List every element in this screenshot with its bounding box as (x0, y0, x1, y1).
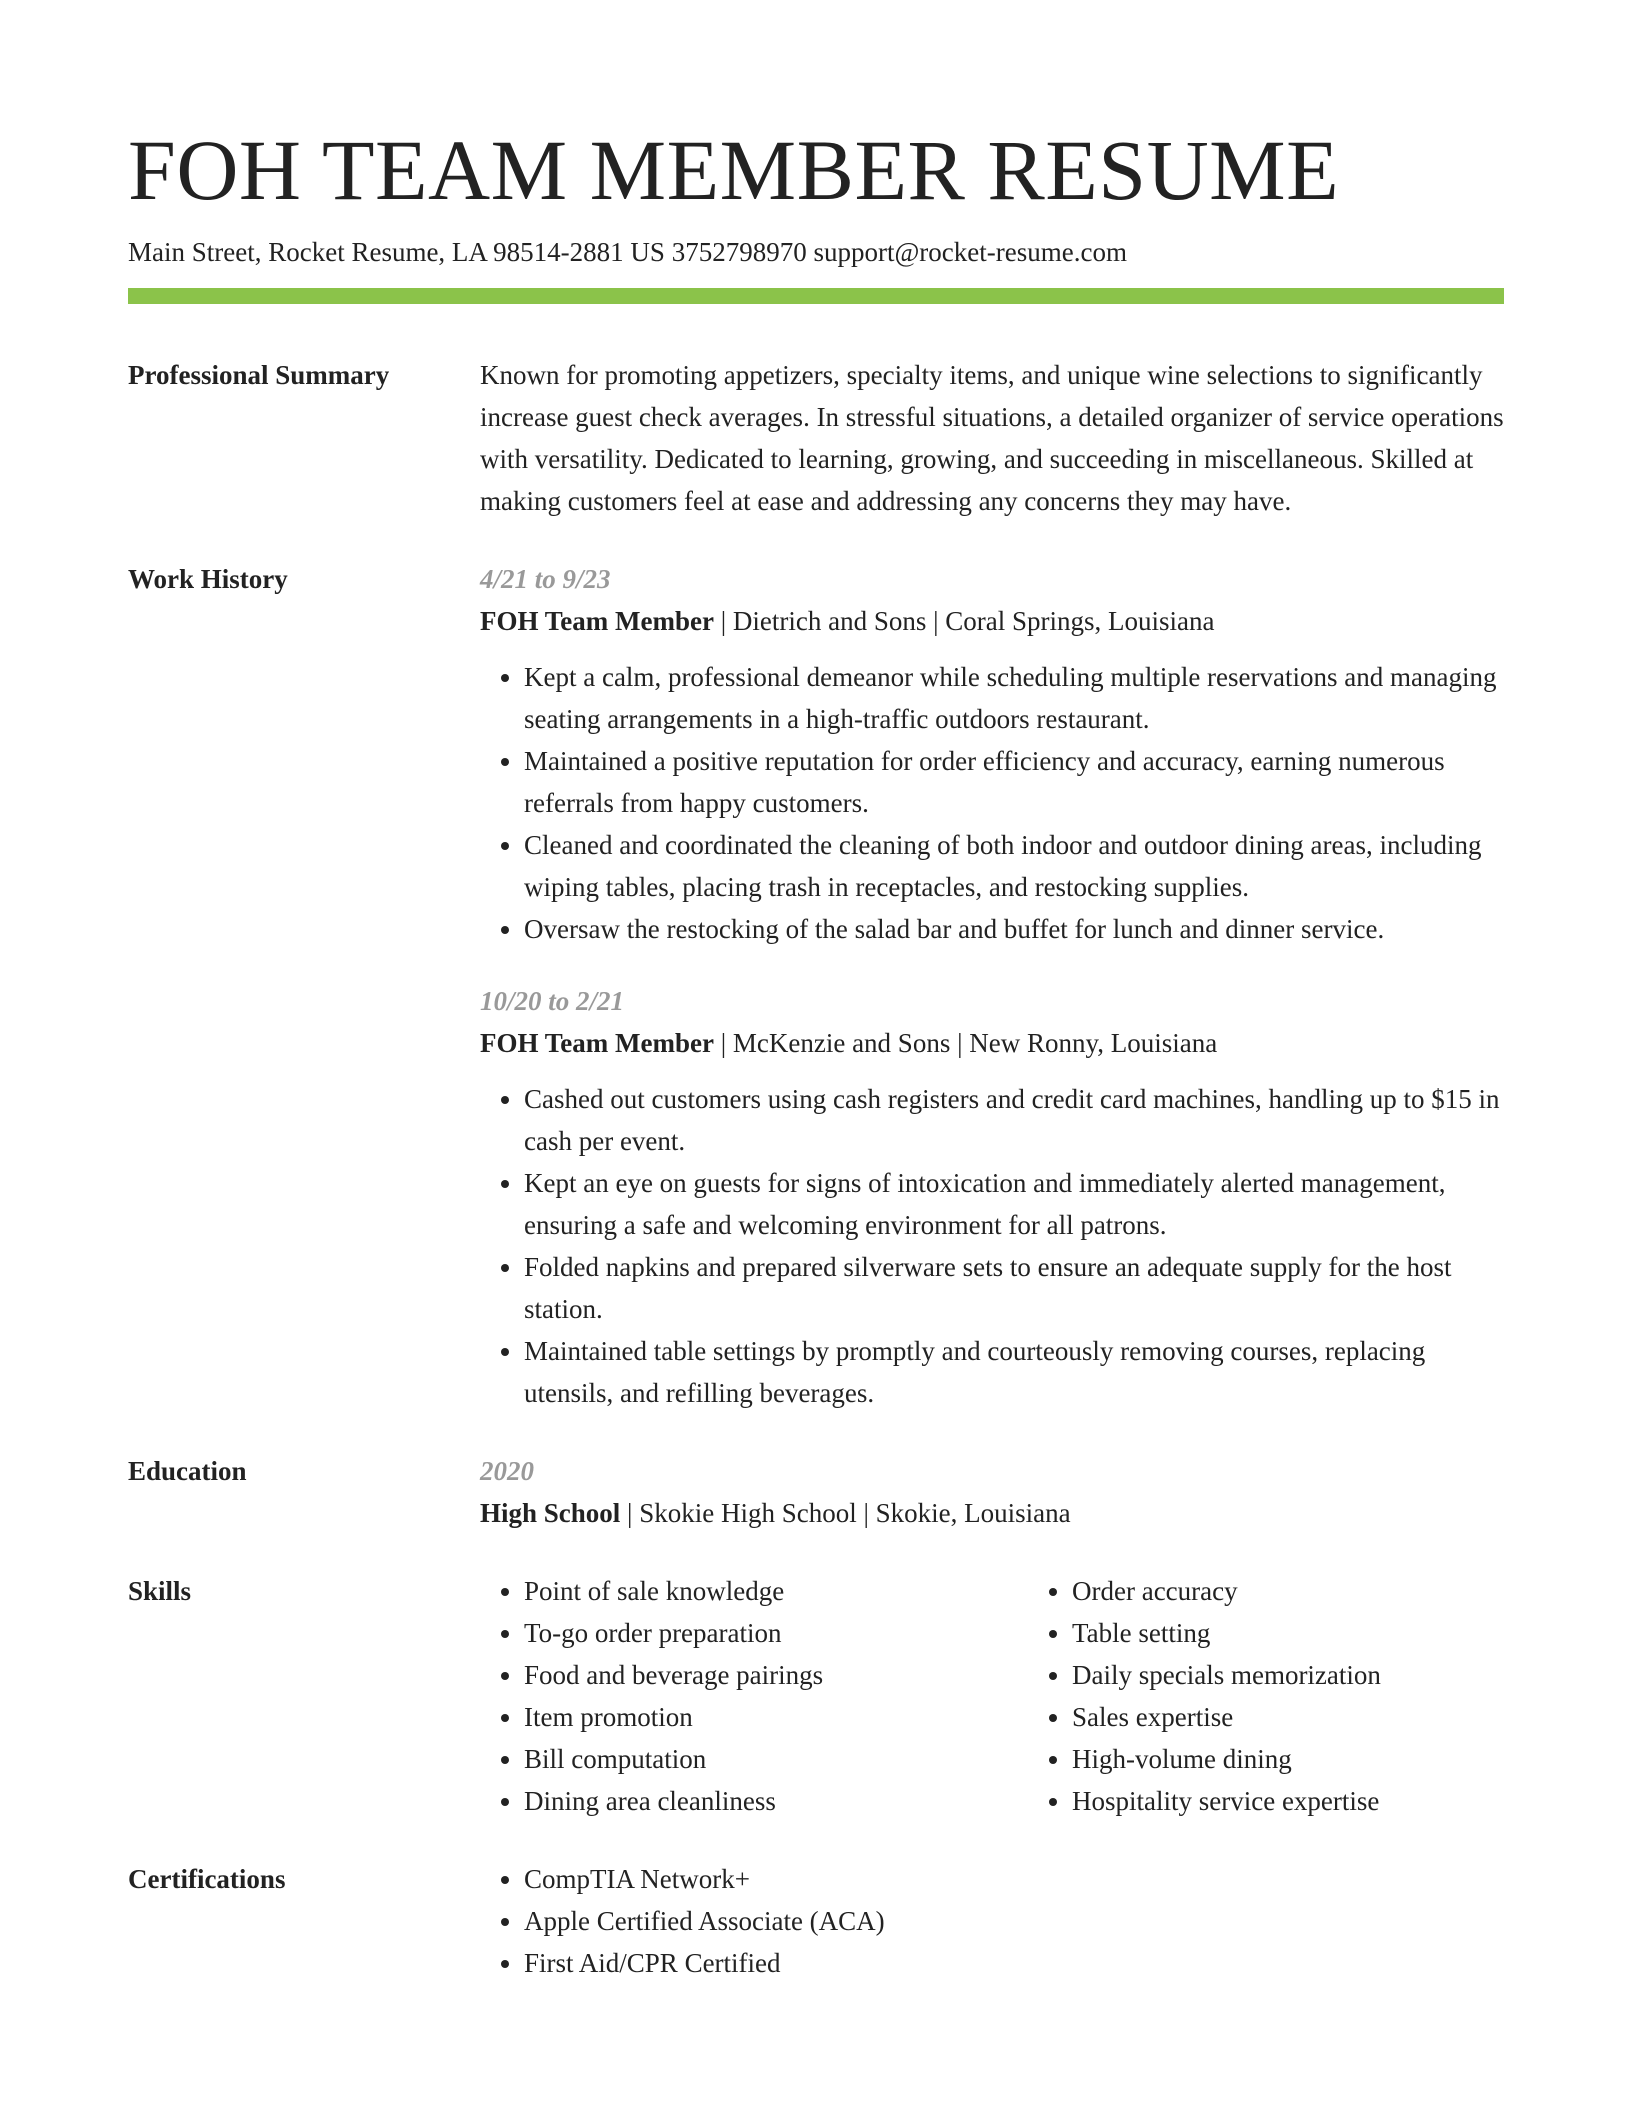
certifications-list (480, 1858, 1504, 1984)
work-history-section (128, 558, 1504, 1414)
list-item: • Kept an eye on guests for signs of intoxication and immediately alerted management, ensuring a safe and welcoming environment for all patrons. (524, 1162, 1504, 1246)
list-item: • Order accuracy (1072, 1570, 1576, 1612)
list-item: • Point of sale knowledge (524, 1570, 1028, 1612)
list-item: • Table setting (1072, 1612, 1576, 1654)
education-degree: High School (480, 1498, 621, 1528)
job-bullets (480, 1078, 1504, 1414)
list-item: • Cashed out customers using cash registers and credit card machines, handling up to $15 in cash per event. (524, 1078, 1504, 1162)
resume-title: FOH TEAM MEMBER RESUME (128, 122, 1340, 218)
list-item: • Food and beverage pairings (524, 1654, 1028, 1696)
job-heading (480, 1022, 1504, 1064)
education-year: 2020 (480, 1456, 534, 1486)
certifications-section (128, 1858, 1504, 1984)
list-item: • Dining area cleanliness (524, 1780, 1028, 1822)
certifications-body (480, 1858, 1504, 1984)
job-entry (480, 558, 1504, 950)
work-history-body (480, 558, 1504, 1414)
job-entry (480, 980, 1504, 1414)
job-role: FOH Team Member (480, 1028, 714, 1058)
list-item: • Daily specials memorization (1072, 1654, 1576, 1696)
summary-section (128, 354, 1504, 522)
education-section (128, 1450, 1504, 1534)
skills-section (128, 1570, 1504, 1822)
resume-page (128, 120, 1504, 1984)
list-item: • Item promotion (524, 1696, 1028, 1738)
summary-text: Known for promoting appetizers, specialty items, and unique wine selections to significantly increase guest check averages. In stressful situations, a detailed organizer of service operations with versatility. Dedicated to learning, growing, and succeeding in miscellaneous. Skilled at making customers feel at ease and addressing any concerns they may have. (480, 360, 1504, 516)
work-history-label: Work History (128, 564, 288, 594)
list-item: • Folded napkins and prepared silverware sets to ensure an adequate supply for the host station. (524, 1246, 1504, 1330)
job-dates: 10/20 to 2/21 (480, 986, 625, 1016)
list-item: • Oversaw the restocking of the salad bar and buffet for lunch and dinner service. (524, 908, 1504, 950)
job-details: | McKenzie and Sons | New Ronny, Louisiana (713, 1028, 1218, 1058)
education-body (480, 1450, 1504, 1534)
job-details: | Dietrich and Sons | Coral Springs, Louisiana (713, 606, 1215, 636)
summary-label: Professional Summary (128, 360, 390, 390)
list-item: • To-go order preparation (524, 1612, 1028, 1654)
header-divider (128, 288, 1504, 304)
list-item: • Sales expertise (1072, 1696, 1576, 1738)
job-bullets (480, 656, 1504, 950)
education-details: | Skokie High School | Skokie, Louisiana (620, 1498, 1071, 1528)
skills-list-right (1028, 1570, 1576, 1822)
job-dates: 4/21 to 9/23 (480, 564, 611, 594)
list-item: • Apple Certified Associate (ACA) (524, 1900, 1504, 1942)
list-item: • Hospitality service expertise (1072, 1780, 1576, 1822)
list-item: • High-volume dining (1072, 1738, 1576, 1780)
list-item: • Kept a calm, professional demeanor while scheduling multiple reservations and managing seating arrangements in a high-traffic outdoors restaurant. (524, 656, 1504, 740)
list-item: • Bill computation (524, 1738, 1028, 1780)
certifications-label: Certifications (128, 1864, 286, 1894)
education-heading (480, 1492, 1504, 1534)
education-label: Education (128, 1456, 247, 1486)
contact-line: Main Street, Rocket Resume, LA 98514-2881 US 3752798970 support@rocket-resume.com (128, 237, 1127, 267)
skills-label: Skills (128, 1576, 192, 1606)
list-item: • CompTIA Network+ (524, 1858, 1504, 1900)
job-heading (480, 600, 1504, 642)
skills-body (480, 1570, 1576, 1822)
list-item: • Maintained table settings by promptly and courteously removing courses, replacing utensils, and refilling beverages. (524, 1330, 1504, 1414)
list-item: • Maintained a positive reputation for order efficiency and accuracy, earning numerous referrals from happy customers. (524, 740, 1504, 824)
skills-list-left (480, 1570, 1028, 1822)
list-item: • Cleaned and coordinated the cleaning of both indoor and outdoor dining areas, including wiping tables, placing trash in receptacles, and restocking supplies. (524, 824, 1504, 908)
list-item: • First Aid/CPR Certified (524, 1942, 1504, 1984)
job-role: FOH Team Member (480, 606, 714, 636)
